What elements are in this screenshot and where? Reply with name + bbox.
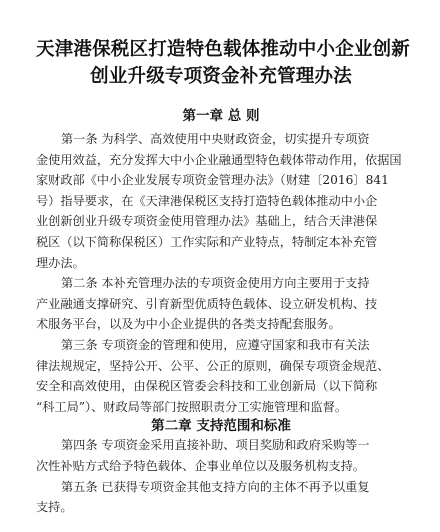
- article-2: [36, 273, 406, 335]
- article-line: 家财政部《中小企业发展专项资金管理办法》（财建〔2016〕841: [36, 173, 389, 188]
- title-line: 创业升级专项资金补充管理办法: [90, 66, 352, 87]
- article-line: 理办法。: [36, 255, 85, 270]
- article-line: 金使用效益，充分发挥大中小企业融通型特色载体带动作用，依据国: [36, 152, 402, 167]
- article-line: 第四条 专项资金采用直接补助、项目奖励和政府采购等一: [61, 438, 370, 453]
- article-line: 第五条 已获得专项资金其他支持方向的主体不再予以重复: [61, 479, 370, 494]
- article-line: 术服务平台，以及为中小企业提供的各类支持配套服务。: [36, 317, 341, 332]
- article-line: 第二条 本补充管理办法的专项资金使用方向主要用于支持: [61, 276, 370, 291]
- article-1: [36, 129, 406, 273]
- article-line: 业创新创业升级专项资金使用管理办法》基础上，结合天津港保: [36, 214, 378, 229]
- article-line: 号）指导要求，在《天津港保税区支持打造特色载体推动中小企: [36, 193, 378, 208]
- article-4: [36, 435, 406, 476]
- article-line: 税区（以下简称保税区）工作实际和产业特点，特制定本补充管: [36, 234, 378, 249]
- title-line: 天津港保税区打造特色载体推动中小企业创新: [36, 39, 411, 60]
- chapter-heading-2: 第二章 支持范围和标准: [151, 418, 291, 435]
- article-line: 支持。: [36, 500, 73, 515]
- document-title: [36, 36, 411, 90]
- article-line: 第三条 专项资金的管理和使用，应遵守国家和我市有关法: [61, 337, 370, 352]
- article-line: 安全和高效使用，由保税区管委会科技和工业创新局（以下简称: [36, 379, 378, 394]
- chapter-heading-1: 第一章 总 则: [182, 108, 260, 124]
- article-5: [36, 477, 406, 518]
- article-line: “科工局”）、财政局等部门按照职责分工实施管理和监督。: [36, 399, 348, 414]
- article-line: 次性补贴方式给予特色载体、企事业单位以及服务机构支持。: [36, 458, 366, 473]
- article-line: 律法规规定，坚持公开、公平、公正的原则，确保专项资金规范、: [36, 358, 390, 373]
- article-line: 第一条 为科学、高效使用中央财政资金，切实提升专项资: [61, 132, 370, 146]
- article-line: 产业融通支撑研究、引育新型优质特色载体、设立研发机构、技: [36, 296, 378, 311]
- article-3: [36, 335, 406, 417]
